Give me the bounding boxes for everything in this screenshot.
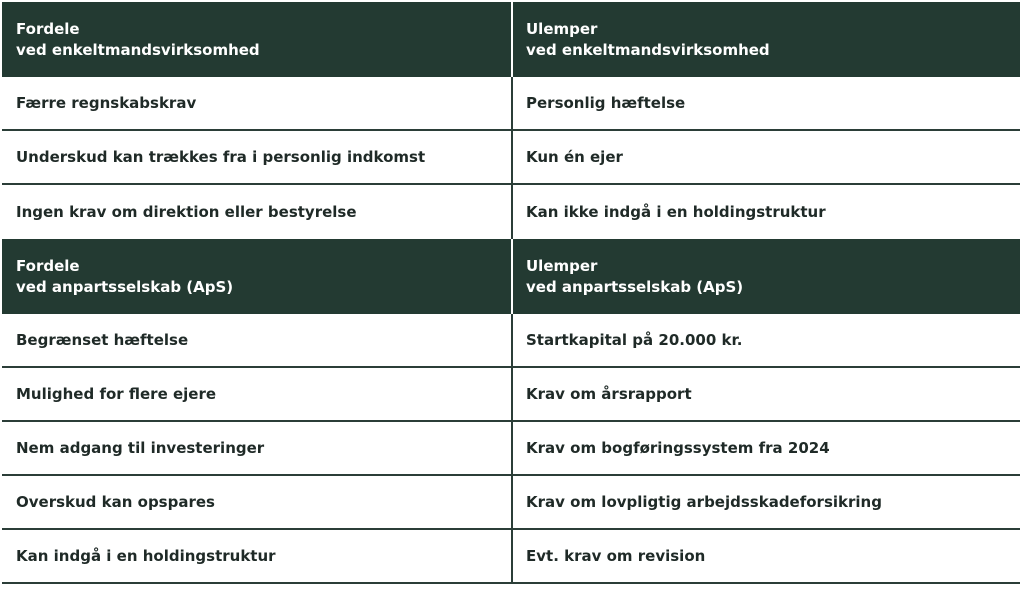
section1-header-pros xyxy=(2,2,511,77)
table-row xyxy=(2,422,1020,476)
header-subtitle: ved enkeltmandsvirksomhed xyxy=(16,40,260,59)
pros-cell: Færre regnskabskrav xyxy=(2,77,511,131)
pros-cell: Ingen krav om direktion eller bestyrelse xyxy=(16,203,357,221)
header-subtitle: ved anpartsselskab (ApS) xyxy=(16,277,234,296)
table-row xyxy=(2,476,1020,530)
table-row xyxy=(2,530,1020,584)
section2-header-pros xyxy=(2,239,511,314)
cons-cell: Krav om årsrapport xyxy=(511,368,1020,422)
table-row xyxy=(2,77,1020,131)
section2-header-cons xyxy=(511,239,1020,314)
table-row xyxy=(2,185,1020,239)
cons-cell: Kun én ejer xyxy=(511,131,1020,185)
header-title: Fordele xyxy=(16,19,80,38)
comparison-table xyxy=(2,2,1020,584)
pros-cell: Mulighed for flere ejere xyxy=(2,368,511,422)
cons-cell: Kan ikke indgå i en holdingstruktur xyxy=(511,185,1020,239)
pros-cell: Kan indgå i en holdingstruktur xyxy=(2,530,511,584)
section1-header-row xyxy=(2,2,1020,77)
pros-cell: Overskud kan opspares xyxy=(2,476,511,530)
cons-cell: Krav om lovpligtig arbejdsskadeforsikring xyxy=(511,476,1020,530)
cons-cell: Krav om bogføringssystem fra 2024 xyxy=(511,422,1020,476)
table-row xyxy=(2,131,1020,185)
pros-cell: Nem adgang til investeringer xyxy=(2,422,511,476)
header-title: Ulemper xyxy=(526,19,598,38)
section1-header-cons xyxy=(511,2,1020,77)
header-subtitle: ved anpartsselskab (ApS) xyxy=(526,277,744,296)
cons-cell: Startkapital på 20.000 kr. xyxy=(511,314,1020,368)
section2-header-row xyxy=(2,239,1020,314)
pros-cell: Begrænset hæftelse xyxy=(2,314,511,368)
pros-cell: Underskud kan trækkes fra i personlig indkomst xyxy=(2,131,511,185)
cons-cell: Evt. krav om revision xyxy=(511,530,1020,584)
header-subtitle: ved enkeltmandsvirksomhed xyxy=(526,40,770,59)
table-row xyxy=(2,368,1020,422)
header-title: Ulemper xyxy=(526,256,598,275)
header-title: Fordele xyxy=(16,256,80,275)
table-row xyxy=(2,314,1020,368)
cons-cell: Personlig hæftelse xyxy=(511,77,1020,131)
